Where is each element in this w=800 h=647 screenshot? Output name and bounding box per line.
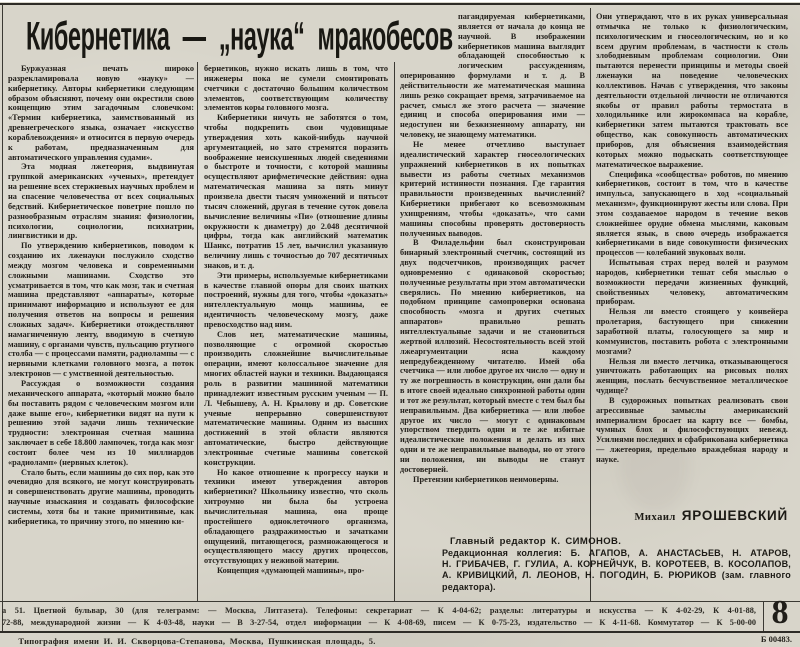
board-line: Н. ГРИБАЧЕВ, Г. ГУЛИА, А. КОРНЕЙЧУК, В. КОРОТЕЕВ, В. КОСОЛАПОВ, (442, 559, 791, 570)
article-column-2 (204, 64, 388, 600)
column-divider-1 (197, 62, 198, 601)
paragraph: Специфика «сообщества» роботов, по мнению кибернетиков, состоит в том, что в качестве импульса, запускающего в ход «социальный механизм», функционируют жесты или слова. При этом создаваемое народом в течение веков сложнейшее орудие обмена мыслями, каковым является язык, в свою очередь изображается кибернетиками в виде совокупности физических процессов — колебаний звуковых волн. (596, 169, 788, 258)
board-line: редактора). (442, 581, 496, 592)
printing-house-imprint: Типография имени И. И. Скворцова-Степанова, Москва, Пушкинская площадь, 5. (18, 636, 376, 646)
board-line: Редакционная коллегия: Б. АГАПОВ, А. АНАСТАСЬЕВ, Н. АТАРОВ, (442, 548, 791, 558)
contact-line: а 51. Цветной бульвар, 30 (для телеграмм: — Москва, Литгазета). Телефоны: секретариат — К 4-04-62; разделы: литературы и искусства — К 4-02-29, К 4-01-88, (2, 606, 756, 615)
author-first-name: Михаил (634, 512, 676, 523)
article-column-1 (8, 64, 194, 600)
page-number: 8 (771, 594, 789, 631)
chief-editor-line: Главный редактор К. СИМОНОВ. (450, 536, 622, 547)
article-column-3 (400, 12, 585, 531)
bottom-rule (0, 631, 800, 633)
paragraph: По утверждению кибернетиков, поводом к созданию их лженауки послужило сходство между мозгом человека и современными сложными машинами. Сходство это усматривается в том, что как мозг, так и счетная машина представляют «аппараты», которые принимают информацию и используют ее для получения ответов на вопросы и решения сложных задач». Кибернетики отождествляют намагниченную ленту, вводимую в счетную машину, с органами чувств, пульсацию ртутного столба — с процессами памяти, радиолампы — с нервными клетками головного мозга, а поток электронов — с умственной деятельностью. (8, 241, 194, 379)
paragraph: Они утверждают, что в их руках универсальная отмычка не только к физиологическим, психологическим и гносеологическим, но и ко всем другим проблемам, в частности к столь злободневным проблемам социологии. Они пытаются перенести принципы и методы своей лженауки на поведение человеческих коллективов. Начав с утверждения, что законы деятельности отдельной личности не отличаются якобы от правил работы термостата в холодильнике или жирокомпаса на корабле, кибернетики затем пытаются трактовать все общество, как совокупность автоматических приборов, для объяснения взаимодействия которых можно подыскать соответствующее математическое выражение. (596, 12, 788, 169)
board-line: А. КРИВИЦКИЙ, Л. ЛЕОНОВ, Н. ПОГОДИН, Б. РЮРИКОВ (зам. главного (442, 570, 791, 581)
paragraph: Испытывая страх перед волей и разумом народов, кибернетики тешат себя мыслью о возможности передачи жизненных функций, свойственных человеку, автоматическим приборам. (596, 258, 788, 307)
author-last-name: ЯРОШЕВСКИЙ (681, 508, 788, 523)
contact-line: 72-88, международной жизни — К 4-03-48, науки — В 3-27-54, отдел информации — К 4-08-69, писем — К 0-75-23, издательство — К 4-11-68. Коммутатор — К 5-00-00 (2, 617, 756, 627)
paragraph: Буржуазная печать широко разрекламировала новую «науку» — кибернетику. Авторы кибернетики следующим образом объясняют, почему они окрестили свою концепцию этим загадочным словечком: «Термин кибернетика, заимствованный из древнегреческого языка, означает «искусство кораблевождения» и относится в первую очередь к работам, предназначенным для автоматического управления судами». (8, 64, 194, 162)
paragraph: В Филадельфии был сконструирован бинарный электронный счетчик, состоящий из двух подсчетчиков, производящих расчет одновременно с одинаковой скоростью; полученные результаты при этом автоматически сверялись. По мнению кибернетиков, на подобном принципе самопроверки основана способность «мозга и других счетных аппаратов» правильно решать интеллектуальные задачи и не становиться жертвой иллюзий. Несостоятельность всей этой лжеаргументации ясна каждому непредубежденному читателю. Имей оба счетчика — или любое другое их число — одну и ту же погрешность в конструкции, они дали бы в итоге своей идеально синхронной работы один и тот же результат, который вместе с тем был бы неправильным. Два кибернетика — или любое другое их число — могут с одинаковым упорством твердить одни и те же избитые идеалистические положения и делать из них одни и те же неправильные выводы, но от этого ни положения, ни выводы не станут достоверней. (400, 238, 585, 474)
paragraph: Рассуждая о возможности создания механического аппарата, «который можно было бы поставить рядом с человеческим мозгом или даже выше его», кибернетики видят на пути к решению этой задачи лишь технические трудности: электронная счетная машина заключает в себе 18.800 лампочек, тогда как мозг состоит более чем из 10 миллиардов «радиоламп» (нервных клеток). (8, 379, 194, 467)
print-code: Б 00483. (760, 634, 792, 644)
paragraph: Концепция «думающей машины», про- (217, 566, 365, 576)
author-signature (560, 507, 788, 525)
paragraph: Эти примеры, используемые кибернетиками в качестве главной опоры для своих шатких построений, нужны для того, чтобы «доказать» интеллектуальную мощь машины, ее идентичность человеческому мозгу, даже превосходство над ним. (204, 270, 388, 329)
paragraph: Кибернетики ничуть не заботятся о том, чтобы подкрепить свои чудовищные утверждения хоть какой-нибудь научной аргументацией, но зато стремятся поразить воображение неискушенных людей сведениями о быстроте и точности, с которой машины осуществляют арифметические действия: одна математическая машина за пять минут произвела двести тысяч умножений и пятьсот тысяч сложений, другая в течение суток довела вычисление величины «Пи» (отношение длины окружности к диаметру) до 2.048 десятичной цифры, тогда как английский математик Шанкс, потратив 15 лет, вычислил указанную величину лишь с точностью до 707 десятичных знаков, и т. д. (204, 113, 388, 270)
headline-wrap-spacer (400, 12, 458, 62)
paragraph: Эта модная лжетеория, выдвинутая группкой американских «ученых», претендует на решение всех стержневых научных проблем и на спасение человечества от всех социальных бедствий. Кибернетическое поветрие пошло по разнообразным отраслям знания: физиологии, психологии, социологии, психиатрии, лингвистики и др. (8, 162, 194, 241)
paragraph: Претензии кибернетиков неимоверны. (413, 474, 559, 484)
article-headline-text: Кибернетика — „наука“ мракобесов (26, 15, 453, 59)
left-edge-rule (2, 4, 3, 633)
paper-background (0, 2, 800, 647)
paragraph: Но какое отношение к прогрессу науки и техники имеют утверждения авторов кибернетики? Школьнику известно, что сколь хитроумно ни была бы устроена вычислительная машина, она проще простейшего одноклеточного организма, обладающего раздражимостью и зачатками ощущений, питающегося, размножающегося и осуществляющего массу других процессов, отсутствующих у неживой материи. (204, 467, 388, 566)
paragraph: Нельзя ли вместо летчика, отказывающегося уничтожать работающих на рисовых полях женщин, послать бесчувственное металлическое чудище? (596, 356, 788, 396)
column-divider-2 (394, 62, 395, 601)
paragraph: пагандируемая кибернетиками, является от начала до конца не научной. В изображении кибернетиков машина выглядит обладающей способностью к логическим рассуждениям, оперированию формулами и т. д. В действительности же математическая машина лишь резко сокращает время, затрачиваемое на расчет, смысл же этого расчета — значение единиц и способа оперирования ими — недоступен ни безжизненному аппарату, ни человеку, не знающему математики. (400, 12, 585, 140)
paragraph: бернетиков, нужно искать лишь в том, что инженеры пока не сумели смонтировать счетчики с достаточно большим количеством элементов, соответствующим количеству элементов коры головного мозга. (204, 64, 388, 113)
paragraph: Стало быть, если машины до сих пор, как это очевидно для всякого, не могут конструировать и совершенствовать другие машины, проводить научные изыскания и создавать философские системы, хотя бы и такие примитивные, как кибернетика, то причину этого, по мнению ки- (8, 467, 194, 526)
editorial-board-block (442, 536, 791, 593)
contact-info-block (2, 605, 756, 628)
article-column-4 (596, 12, 788, 510)
top-rule (0, 3, 800, 5)
paragraph: Слов нет, математические машины, позволяющие с огромной скоростью производить сложнейшие вычислительные операции, имеют колоссальное значение для многих областей науки и техники. Выдающаяся роль в развитии машинной математики принадлежит известным русским ученым — П. Л. Чебышеву, А. Н. Крылову и др. Советские ученые непрерывно совершенствуют математические машины. Одним из высших достижений в этой области являются автоматические, быстро действующие электронные счетные машины советской конструкции. (204, 329, 388, 467)
paragraph: Нельзя ли вместо стоящего у конвейера пролетария, бастующего при снижении заработной платы, голосующего за мир и коммунистов, поставить робота с электронными мозгами? (596, 307, 788, 356)
paragraph: Не менее отчетливо выступает идеалистический характер гносеологических упражнений кибернетиков в их попытках вывести из работы счетных механизмов критерий истинности познания. Где гарантия правильности произведенных вычислений? Кибернетики прибегают ко всевозможным ухищрениям, чтобы «доказать», что сами машины способны проверять достоверность полученных выводов. (400, 139, 585, 238)
paragraph: В судорожных попытках реализовать свои агрессивные замыслы американский империализм бросает на карту все — бомбы, чумных блох и философствующих невежд. Усилиями последних и сфабрикована кибернетика — лжетеория, предельно враждебная народу и науке. (596, 395, 788, 464)
footer-top-rule (0, 601, 800, 602)
